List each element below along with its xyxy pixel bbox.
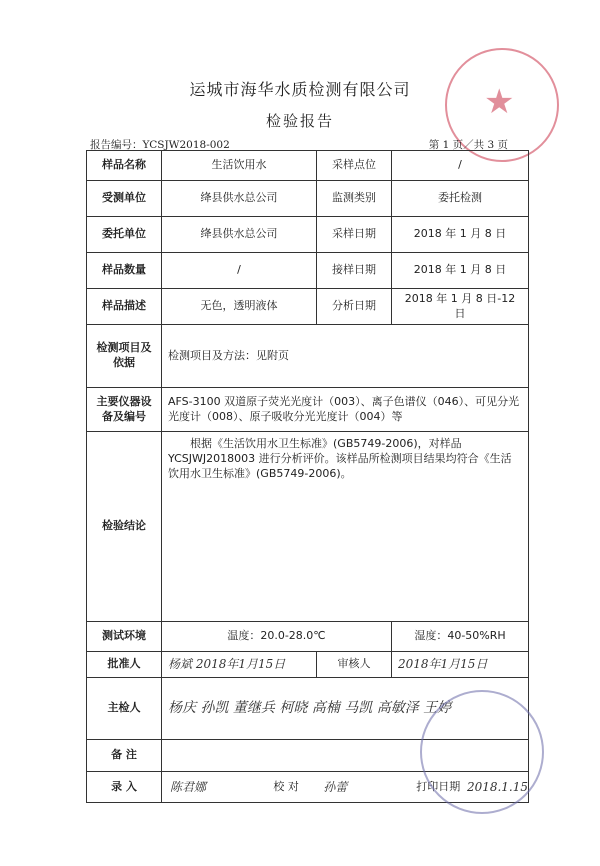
approver-signature: 杨斌 2018年1月15日 (162, 652, 317, 678)
receive-date-label: 接样日期 (317, 253, 392, 289)
conclusion: 根据《生活饮用水卫生标准》(GB5749-2006)，对样品 YCSJWJ2018003 进行分析评价。该样品所检测项目结果均符合《生活饮用水卫生标准》(GB5749-2006)。 (162, 432, 529, 622)
humidity: 湿度：40-50%RH (392, 622, 529, 652)
inspector-label: 主检人 (87, 678, 162, 740)
desc: 无色，透明液体 (162, 289, 317, 325)
quantity: / (162, 253, 317, 289)
items: 检测项目及方法：见附页 (162, 325, 529, 388)
check-label: 校 对 (273, 779, 299, 793)
tested-unit-label: 受测单位 (87, 181, 162, 217)
reviewer-signature: 2018年1月15日 (392, 652, 529, 678)
items-label: 检测项目及依据 (87, 325, 162, 388)
star-icon: ★ (484, 82, 515, 122)
tested-unit: 绛县供水总公司 (162, 181, 317, 217)
report-number: 报告编号：YCSJW2018-002 (90, 139, 230, 151)
monitor-type: 委托检测 (392, 181, 529, 217)
analysis-date: 2018 年 1 月 8 日-12 日 (392, 289, 529, 325)
sample-name-label: 样品名称 (87, 151, 162, 181)
entry-signature: 陈君娜 (170, 779, 207, 794)
check-signature: 孙蕾 (323, 779, 348, 794)
quantity-label: 样品数量 (87, 253, 162, 289)
approver-label: 批准人 (87, 652, 162, 678)
sample-name: 生活饮用水 (162, 151, 317, 181)
temperature: 温度：20.0-28.0℃ (162, 622, 392, 652)
sampling-point: / (392, 151, 529, 181)
instruments-label: 主要仪器设备及编号 (87, 388, 162, 432)
sampling-point-label: 采样点位 (317, 151, 392, 181)
sampling-date-label: 采样日期 (317, 217, 392, 253)
receive-date: 2018 年 1 月 8 日 (392, 253, 529, 289)
analysis-date-label: 分析日期 (317, 289, 392, 325)
sampling-date: 2018 年 1 月 8 日 (392, 217, 529, 253)
desc-label: 样品描述 (87, 289, 162, 325)
remark-label: 备 注 (87, 740, 162, 772)
print-signature: 2018.1.15 (466, 779, 529, 794)
print-label: 打印日期 (416, 779, 461, 793)
inspector-signatures: 杨庆 孙凯 董继兵 柯晓 高楠 马凯 高敏泽 王婷 (162, 678, 529, 740)
reviewer-label: 审核人 (317, 652, 392, 678)
entry-label: 录 入 (87, 772, 162, 803)
client: 绛县供水总公司 (162, 217, 317, 253)
page-number: 第 1 页／共 3 页 (428, 139, 508, 151)
company-name: 运城市海华水质检测有限公司 (189, 80, 411, 99)
blue-seal-stamp (420, 690, 544, 814)
report-title: 检验报告 (265, 112, 334, 130)
conclusion-label: 检验结论 (87, 432, 162, 622)
env-label: 测试环境 (87, 622, 162, 652)
client-label: 委托单位 (87, 217, 162, 253)
instruments: AFS-3100 双道原子荧光光度计（003）、离子色谱仪（046）、可见分光光度计（008）、原子吸收分光光度计（004）等 (162, 388, 529, 432)
monitor-type-label: 监测类别 (317, 181, 392, 217)
